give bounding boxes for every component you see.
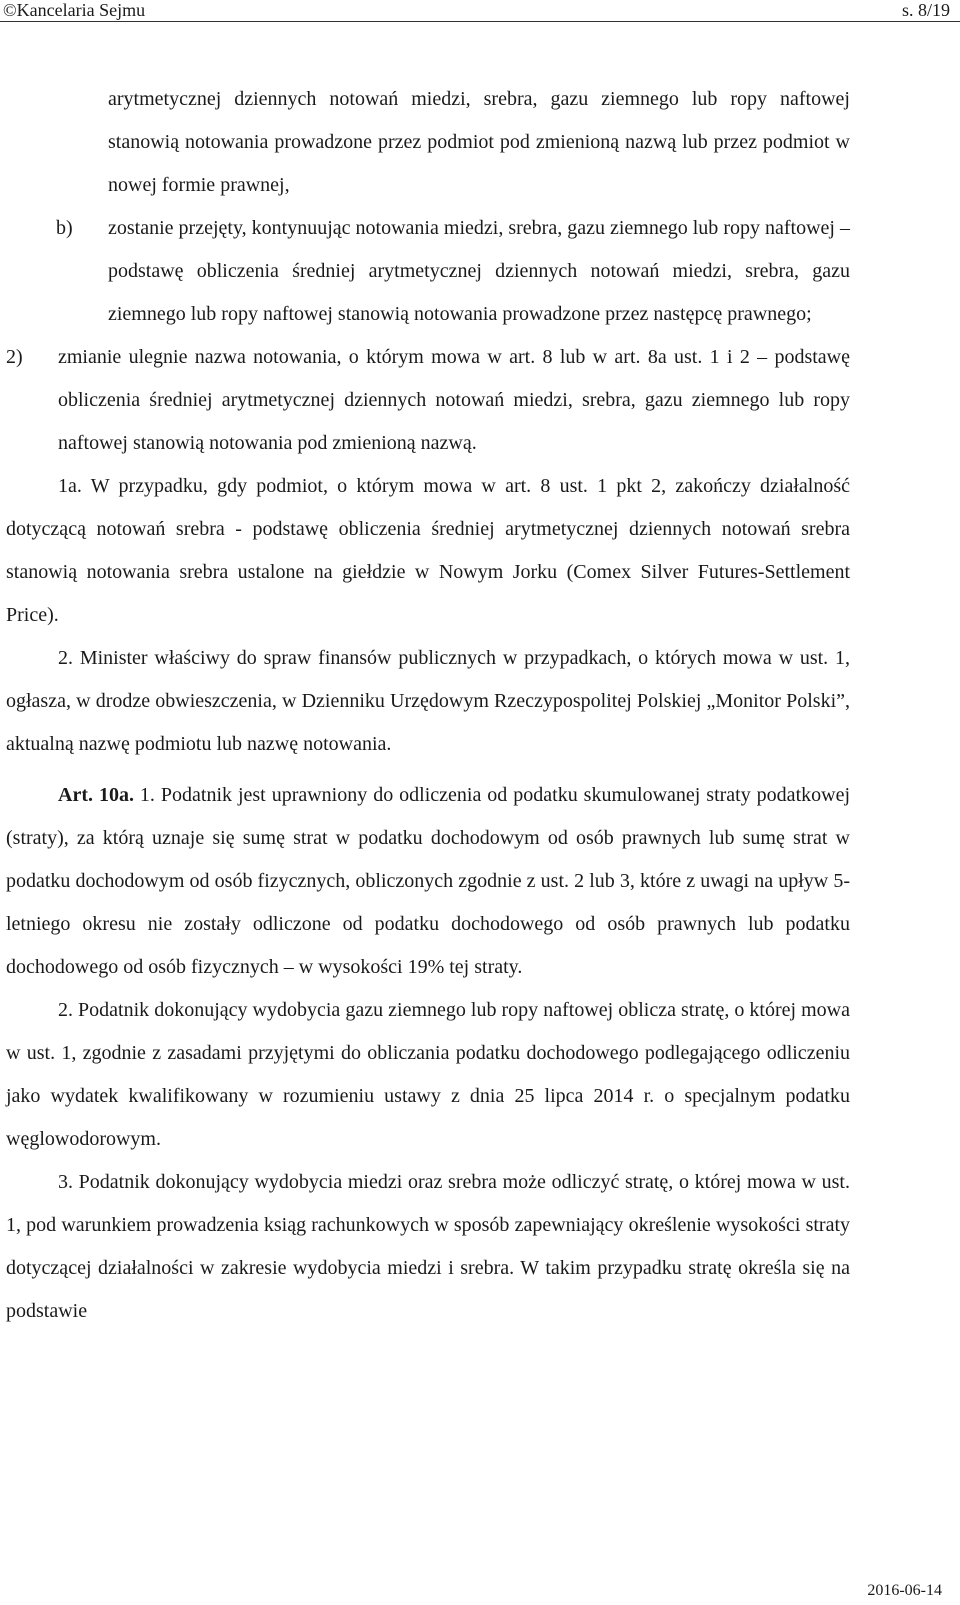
- article-10a-ust-1-text: 1. Podatnik jest uprawniony do odliczenia od podatku skumulowanej straty podatkowej (straty), za którą uznaje się sumę strat w podatku dochodowym od osób prawnych lub sumę strat w podatku dochodowym od osób fizycznych, obliczonych zgodnie z ust. 2 lub 3, które z uwagi na upływ 5-letniego okresu nie zostały odliczone od podatku dochodowego od osób prawnych lub podatku dochodowego od osób fizycznych – w wysokości 19% tej straty.: [6, 784, 850, 978]
- spacer: [0, 766, 960, 774]
- paragraph-1a: 1a. W przypadku, gdy podmiot, o którym mowa w art. 8 ust. 1 pkt 2, zakończy działalność dotyczącą notowań srebra - podstawę obliczenia średniej arytmetycznej dziennych notowań srebra stanowią notowania srebra ustalone na giełdzie w Nowym Jorku (Comex Silver Futures-Settlement Price).: [6, 475, 850, 626]
- list-item-2-label: 2): [6, 346, 23, 368]
- list-item-b-label: b): [56, 217, 73, 239]
- document-body: [0, 78, 960, 1333]
- list-item-2: [0, 336, 960, 465]
- header-rule: [0, 21, 960, 22]
- article-10a-paragraph-3: 3. Podatnik dokonujący wydobycia miedzi oraz srebra może odliczyć stratę, o której mowa w ust. 1, pod warunkiem prowadzenia ksiąg rachunkowych w sposób zapewniający określenie wysokości straty dotyczącej działalności w zakresie wydobycia miedzi i srebra. W takim przypadku stratę określa się na podstawie: [6, 1171, 850, 1322]
- page-header: [0, 0, 960, 22]
- paragraph-continuation-a: arytmetycznej dziennych notowań miedzi, srebra, gazu ziemnego lub ropy naftowej stanowią notowania prowadzone przez podmiot pod zmienioną nazwą lub przez podmiot w nowej formie prawnej,: [108, 88, 850, 196]
- footer-date: 2016-06-14: [867, 1582, 942, 1599]
- paragraph-2: 2. Minister właściwy do spraw finansów publicznych w przypadkach, o których mowa w ust. 1, ogłasza, w drodze obwieszczenia, w Dzienniku Urzędowym Rzeczypospolitej Polskiej „Monitor Polski”, aktualną nazwę podmiotu lub nazwę notowania.: [6, 647, 850, 755]
- list-item-2-text: zmianie ulegnie nazwa notowania, o którym mowa w art. 8 lub w art. 8a ust. 1 i 2 – podstawę obliczenia średniej arytmetycznej dziennych notowań miedzi, srebra, gazu ziemnego lub ropy naftowej stanowią notowania pod zmienioną nazwą.: [58, 346, 850, 454]
- article-10a-paragraph-1: [0, 774, 960, 989]
- article-heading: Art. 10a.: [58, 784, 134, 806]
- list-item-b-text: zostanie przejęty, kontynuując notowania miedzi, srebra, gazu ziemnego lub ropy naftowej – podstawę obliczenia średniej arytmetycznej dziennych notowań miedzi, srebra, gazu ziemnego lub ropy naftowej stanowią notowania prowadzone przez następcę prawnego;: [108, 217, 850, 325]
- page-number: s. 8/19: [901, 0, 950, 20]
- header-copyright: ©Kancelaria Sejmu: [3, 0, 146, 20]
- list-item-b: [0, 207, 960, 336]
- article-10a-paragraph-2: 2. Podatnik dokonujący wydobycia gazu ziemnego lub ropy naftowej oblicza stratę, o której mowa w ust. 1, zgodnie z zasadami przyjętymi do obliczania podatku dochodowego podlegającego odliczeniu jako wydatek kwalifikowany w rozumieniu ustawy z dnia 25 lipca 2014 r. o specjalnym podatku węglowodorowym.: [6, 999, 850, 1150]
